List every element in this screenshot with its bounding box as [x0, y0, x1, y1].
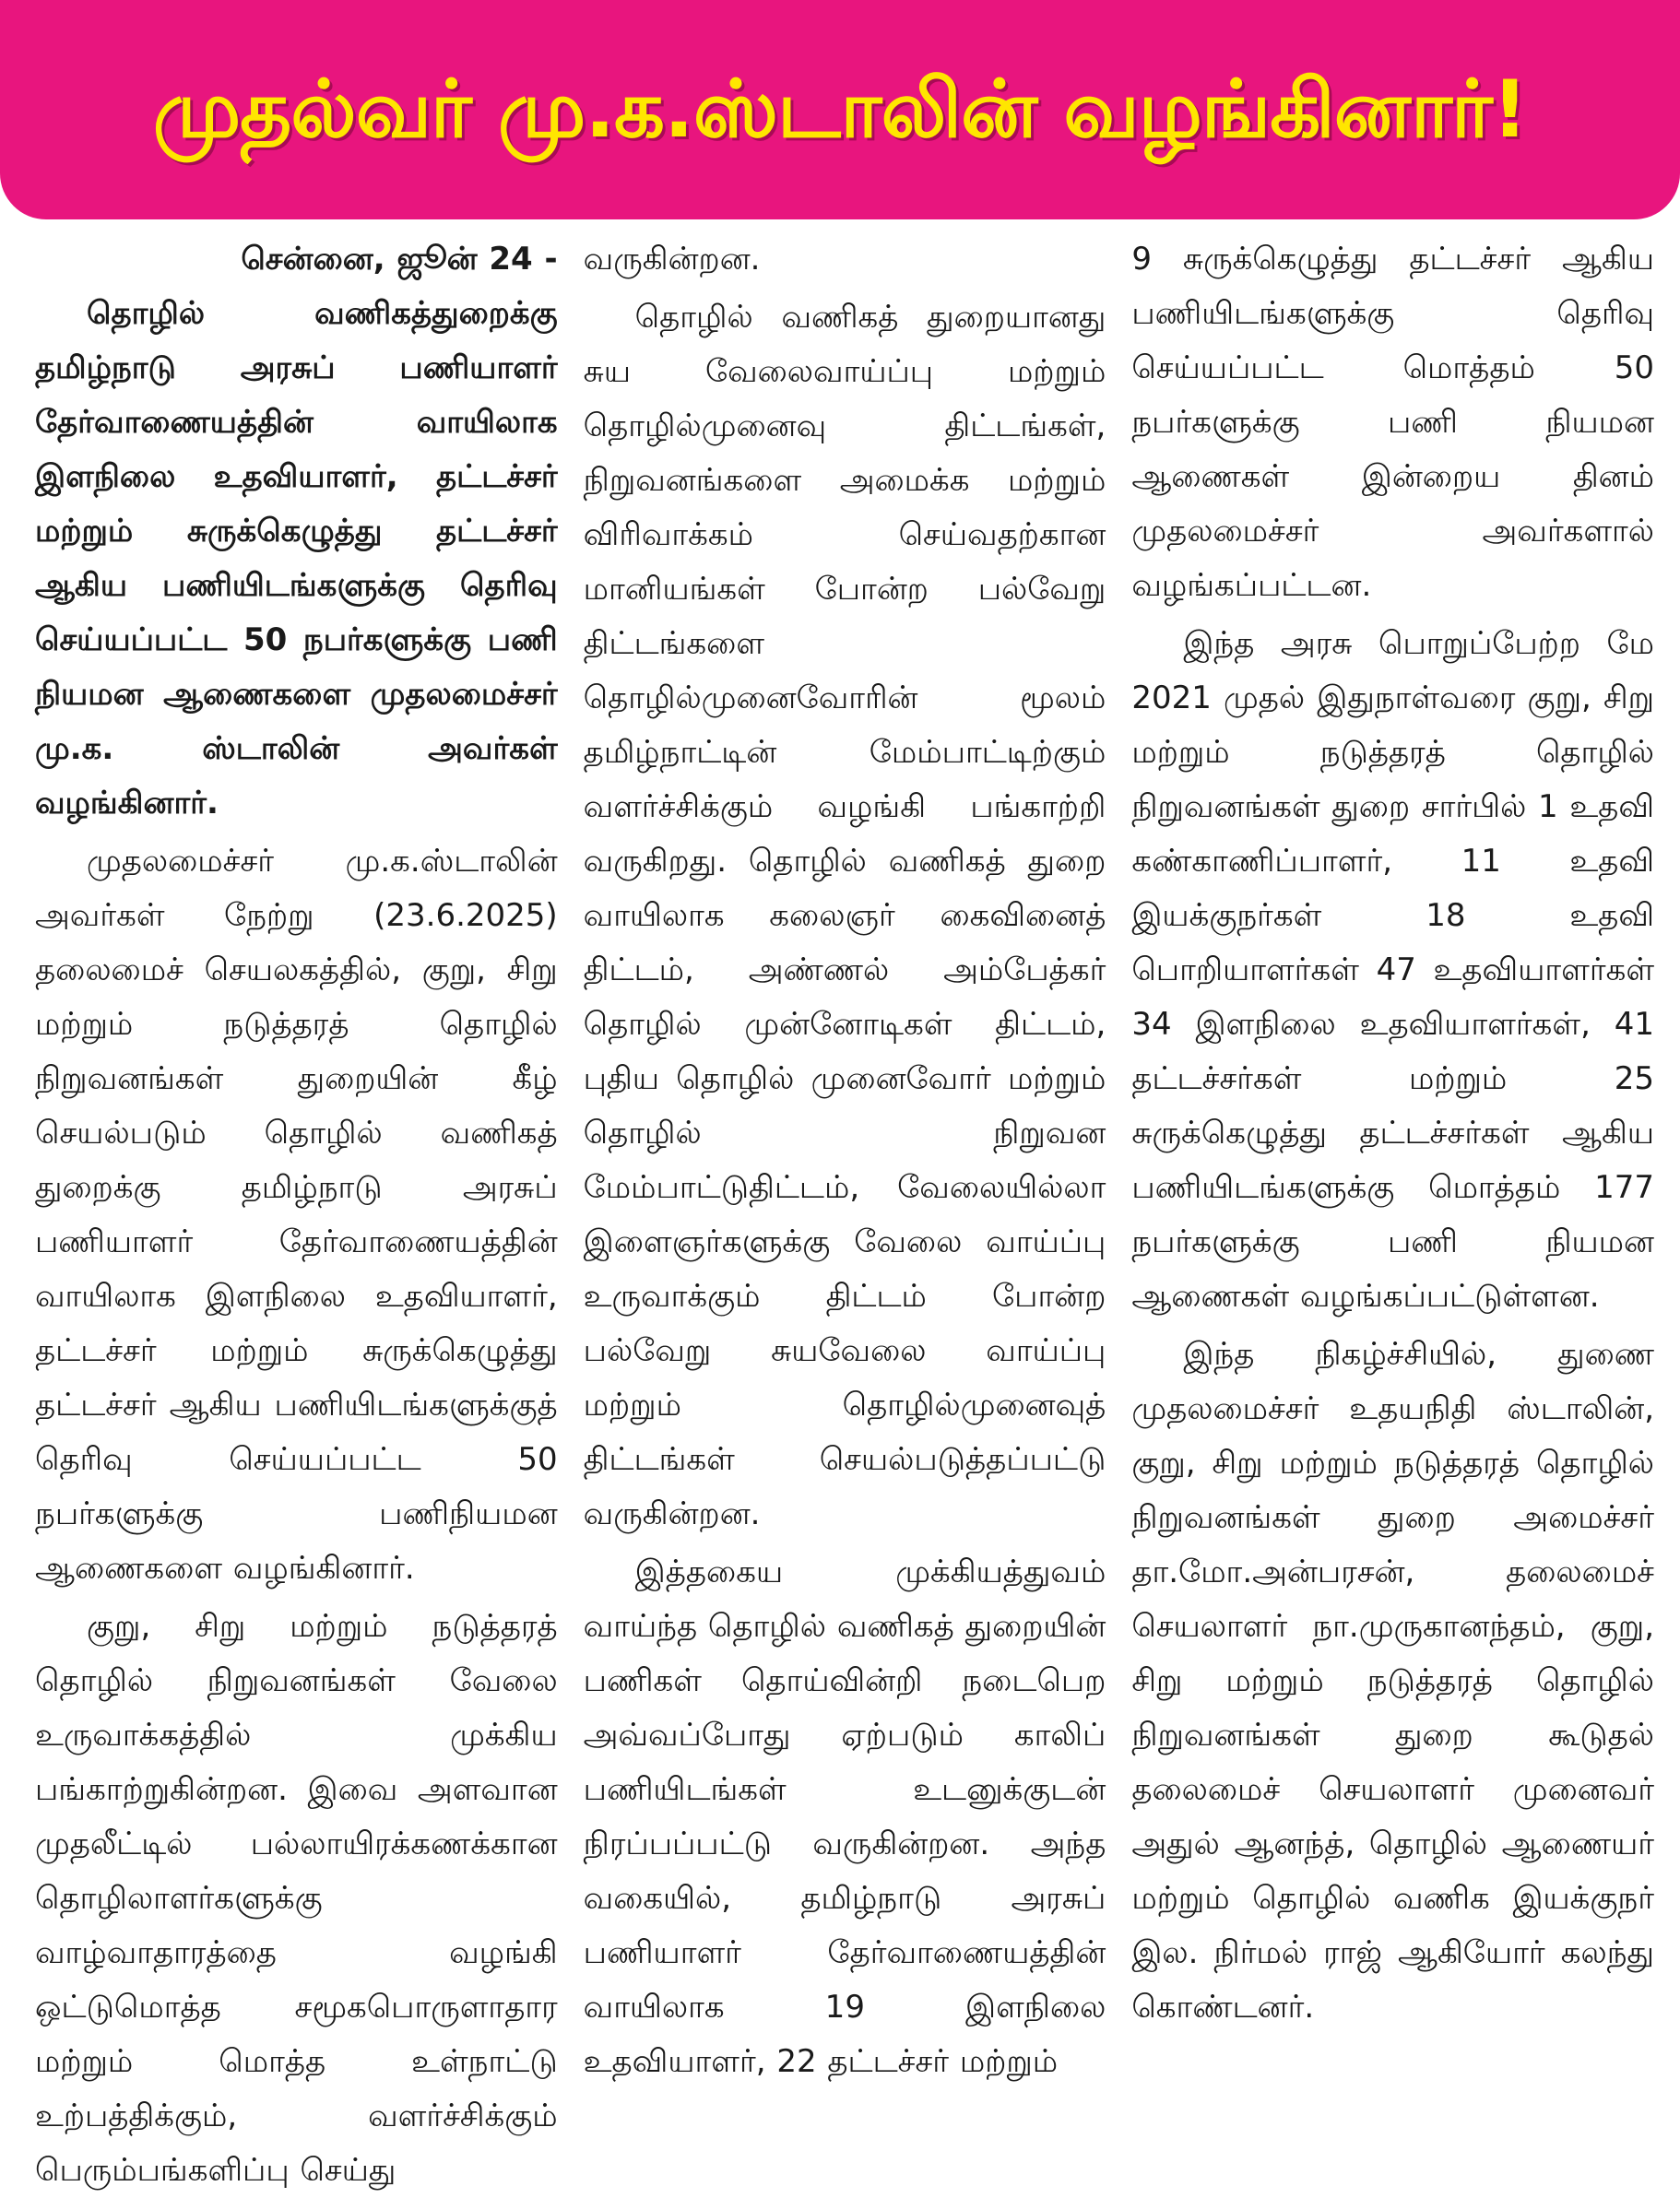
paragraph: முதலமைச்சர் மு.க.ஸ்டாலின் அவர்கள் நேற்று (23.6.2025) தலைமைச் செயலகத்தில், குறு, சிறு மற்றும் நடுத்தரத் தொழில் நிறுவனங்கள் துறையின் கீழ் செயல்படும் தொழில் வணிகத் துறைக்கு தமிழ்நாடு அரசுப் பணியாளர் தேர்வாணையத்தின் வாயிலாக இளநிலை உதவியாளர், தட்டச்சர் மற்றும் சுருக்கெழுத்து தட்டச்சர் ஆகிய பணியிடங்களுக்குத் தெரிவு செய்யப்பட்ட 50 நபர்களுக்கு பணிநியமன ஆணைகளை வழங்கினார்.	[35, 843, 558, 1587]
lede-paragraph: தொழில் வணிகத்துறைக்கு தமிழ்நாடு அரசுப் பணியாளர் தேர்வாணையத்தின் வாயிலாக இளநிலை உதவியாளர், தட்டச்சர் மற்றும் சுருக்கெழுத்து தட்டச்சர் ஆகிய பணியிடங்களுக்கு தெரிவு செய்யப்பட்ட 50 நபர்களுக்கு பணி நியமன ஆணைகளை முதலமைச்சர் மு.க. ஸ்டாலின் அவர்கள் வழங்கினார்.	[35, 295, 558, 821]
paragraph: குறு, சிறு மற்றும் நடுத்தரத் தொழில் நிறுவனங்கள் வேலை உருவாக்கத்தில் முக்கிய பங்காற்றுகின்றன. இவை அளவான முதலீட்டில் பல்லாயிரக்கணக்கான தொழிலாளர்களுக்கு வாழ்வாதாரத்தை வழங்கி ஒட்டுமொத்த சமூகபொருளாதார மற்றும் மொத்த உள்நாட்டு உற்பத்திக்கும், வளர்ச்சிக்கும் பெரும்பங்களிப்பு செய்து	[35, 1608, 558, 2189]
column-3	[1131, 232, 1655, 2026]
paragraph: 9 சுருக்கெழுத்து தட்டச்சர் ஆகிய பணியிடங்களுக்கு தெரிவு செய்யப்பட்ட மொத்தம் 50 நபர்களுக்கு பணி நியமன ஆணைகள் இன்றைய தினம் முதலமைச்சர் அவர்களால் வழங்கப்பட்டன.	[1131, 241, 1655, 604]
paragraph: வருகின்றன.	[583, 241, 761, 278]
headline-banner	[0, 0, 1680, 219]
column-2	[583, 232, 1106, 2080]
dateline: சென்னை, ஜூன் 24 -	[241, 241, 558, 278]
headline: முதல்வர் மு.க.ஸ்டாலின் வழங்கினார்!	[152, 64, 1528, 156]
paragraph: இந்த நிகழ்ச்சியில், துணை முதலமைச்சர் உதயநிதி ஸ்டாலின், குறு, சிறு மற்றும் நடுத்தரத் தொழில் நிறுவனங்கள் துறை அமைச்சர் தா.மோ.அன்பரசன், தலைமைச் செயலாளர் நா.முருகானந்தம், குறு, சிறு மற்றும் நடுத்தரத் தொழில் நிறுவனங்கள் துறை கூடுதல் தலைமைச் செயலாளர் முனைவர் அதுல் ஆனந்த், தொழில் ஆணையர் மற்றும் தொழில் வணிக இயக்குநர் இல. நிர்மல் ராஜ் ஆகியோர் கலந்து கொண்டனர்.	[1131, 1336, 1655, 2026]
paragraph: தொழில் வணிகத் துறையானது சுய வேலைவாய்ப்பு மற்றும் தொழில்முனைவு திட்டங்கள், நிறுவனங்களை அமைக்க மற்றும் விரிவாக்கம் செய்வதற்கான மானியங்கள் போன்ற பல்வேறு திட்டங்களை தொழில்முனைவோரின் மூலம் தமிழ்நாட்டின் மேம்பாட்டிற்கும் வளர்ச்சிக்கும் வழங்கி பங்காற்றி வருகிறது. தொழில் வணிகத் துறை வாயிலாக கலைஞர் கைவினைத் திட்டம், அண்ணல் அம்பேத்கர் தொழில் முன்னோடிகள் திட்டம், புதிய தொழில் முனைவோர் மற்றும் தொழில் நிறுவன மேம்பாட்டுதிட்டம், வேலையில்லா இளைஞர்களுக்கு வேலை வாய்ப்பு உருவாக்கும் திட்டம் போன்ற பல்வேறு சுயவேலை வாய்ப்பு மற்றும் தொழில்முனைவுத் திட்டங்கள் செயல்படுத்தப்பட்டு வருகின்றன.	[583, 299, 1106, 1532]
column-1	[35, 232, 558, 2189]
paragraph: இந்த அரசு பொறுப்பேற்ற மே 2021 முதல் இதுநாள்வரை குறு, சிறு மற்றும் நடுத்தரத் தொழில் நிறுவனங்கள் துறை சார்பில் 1 உதவி கண்காணிப்பாளர், 11 உதவி இயக்குநர்கள் 18 உதவி பொறியாளர்கள் 47 உதவியாளர்கள் 34 இளநிலை உதவியாளர்கள், 41 தட்டச்சர்கள் மற்றும் 25 சுருக்கெழுத்து தட்டச்சர்கள் ஆகிய பணியிடங்களுக்கு மொத்தம் 177 நபர்களுக்கு பணி நியமன ஆணைகள் வழங்கப்பட்டுள்ளன.	[1131, 625, 1655, 1315]
article-body	[35, 232, 1655, 2189]
paragraph: இத்தகைய முக்கியத்துவம் வாய்ந்த தொழில் வணிகத் துறையின் பணிகள் தொய்வின்றி நடைபெற அவ்வப்போது ஏற்படும் காலிப் பணியிடங்கள் உடனுக்குடன் நிரப்பப்பட்டு வருகின்றன. அந்த வகையில், தமிழ்நாடு அரசுப் பணியாளர் தேர்வாணையத்தின் வாயிலாக 19 இளநிலை உதவியாளர், 22 தட்டச்சர் மற்றும்	[583, 1554, 1106, 2080]
